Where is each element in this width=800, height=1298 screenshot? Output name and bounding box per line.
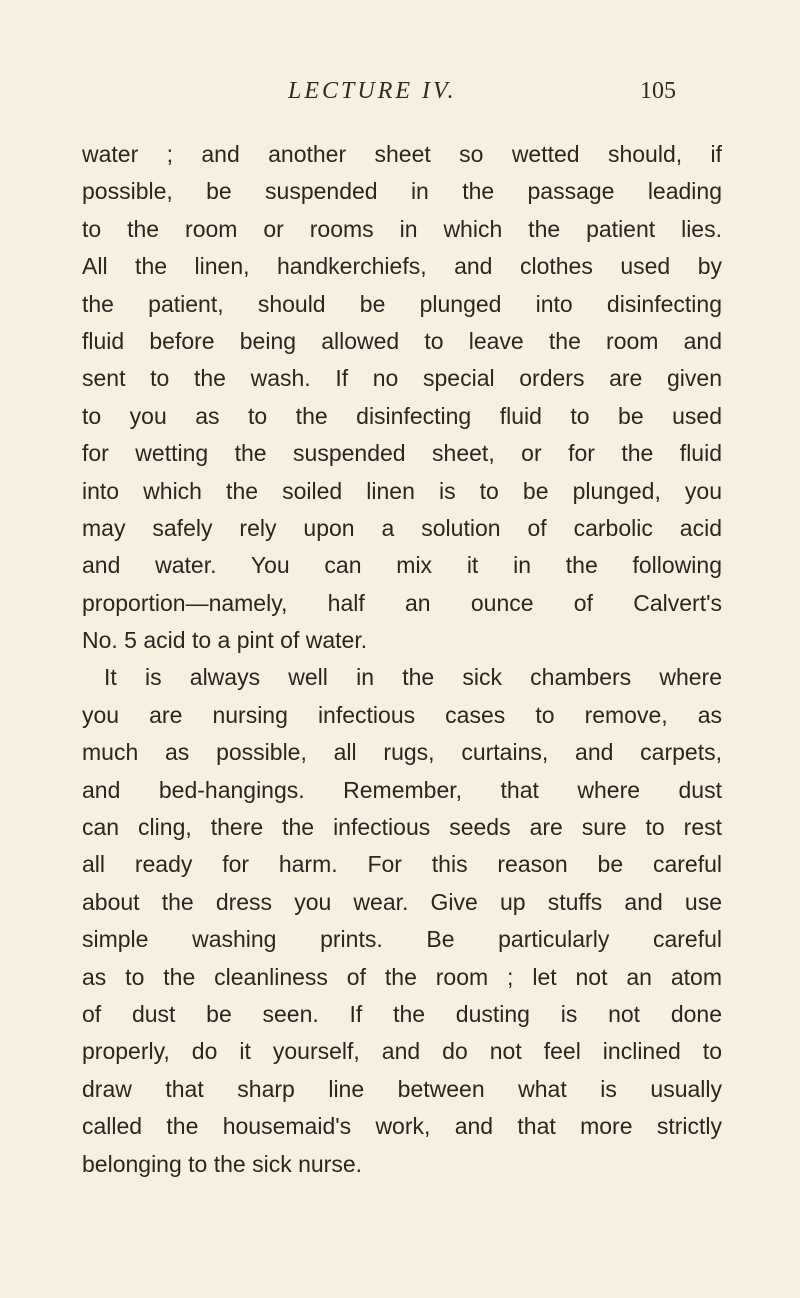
text-line: water ; and another sheet so wetted should, if xyxy=(82,141,722,167)
text-line: sent to the wash. If no special orders are given xyxy=(82,365,722,392)
text-line: It is always well in the sick chambers where xyxy=(104,664,722,691)
text-line: and bed-hangings. Remember, that where dust xyxy=(82,776,722,803)
text-line: much as possible, all rugs, curtains, and carpets, xyxy=(82,739,722,766)
text-line: may safely rely upon a solution of carbolic acid xyxy=(82,514,722,541)
text-line: All the linen, handkerchiefs, and clothes used by xyxy=(82,253,722,280)
running-title: LECTURE IV. xyxy=(288,78,457,104)
text-line: properly, do it yourself, and do not feel inclined to xyxy=(82,1038,722,1065)
text-line: can cling, there the infectious seeds are sure to rest xyxy=(82,814,722,841)
text-line: draw that sharp line between what is usually xyxy=(82,1075,722,1102)
text-line: all ready for harm. For this reason be careful xyxy=(82,851,722,878)
text-line: proportion—namely, half an ounce of Calvert's xyxy=(82,589,722,616)
text-line: called the housemaid's work, and that more strictly xyxy=(82,1113,722,1140)
text-line: to the room or rooms in which the patient lies. xyxy=(82,215,722,242)
text-line: you are nursing infectious cases to remove, as xyxy=(82,701,722,728)
text-line: of dust be seen. If the dusting is not done xyxy=(82,1000,722,1027)
text-line: fluid before being allowed to leave the room and xyxy=(82,327,722,354)
text-line: to you as to the disinfecting fluid to be used xyxy=(82,402,722,429)
text-line: into which the soiled linen is to be plunged, you xyxy=(82,477,722,504)
body-text xyxy=(82,136,722,1183)
text-line: about the dress you wear. Give up stuffs and use xyxy=(82,888,722,915)
text-line: as to the cleanliness of the room ; let not an atom xyxy=(82,963,722,990)
text-line: possible, be suspended in the passage leading xyxy=(82,178,722,205)
text-line: belonging to the sick nurse. xyxy=(82,1150,363,1177)
text-line: the patient, should be plunged into disinfecting xyxy=(82,290,722,317)
text-line: for wetting the suspended sheet, or for the fluid xyxy=(82,440,722,467)
text-line: and water. You can mix it in the following xyxy=(82,552,722,579)
running-head xyxy=(0,78,800,114)
page-number: 105 xyxy=(640,78,676,104)
text-line: No. 5 acid to a pint of water. xyxy=(82,627,368,654)
text-line: simple washing prints. Be particularly careful xyxy=(82,926,722,953)
